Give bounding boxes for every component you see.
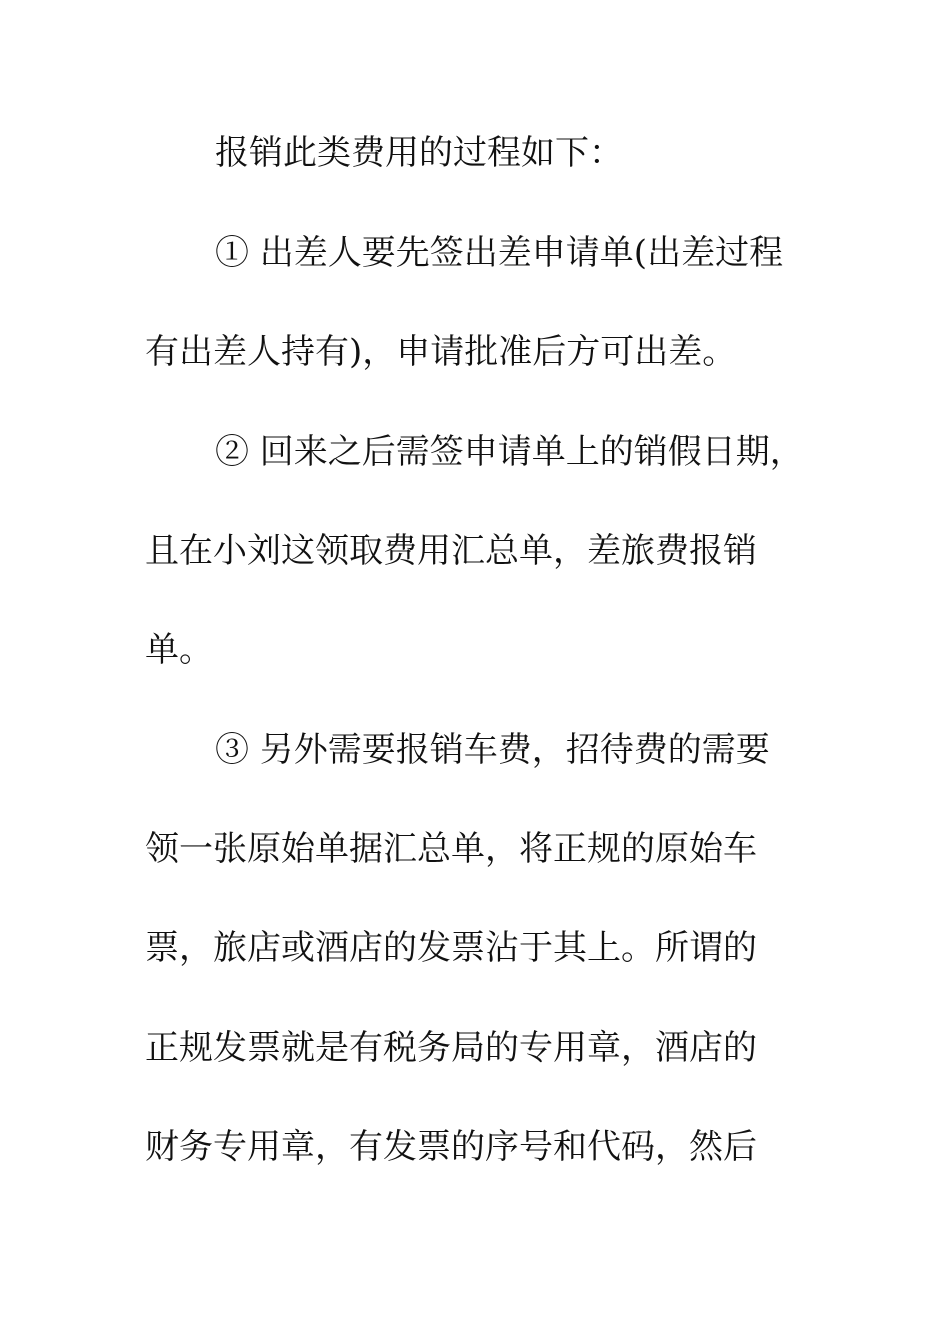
paragraph-step-1-line-2: 有出差人持有)，申请批准后方可出差。: [145, 332, 737, 372]
paragraph-intro: 报销此类费用的过程如下：: [215, 133, 623, 173]
paragraph-step-2-line-3: 单。: [145, 630, 213, 670]
paragraph-step-1-line-1: ① 出差人要先签出差申请单(出差过程: [215, 233, 784, 273]
paragraph-step-3-line-3: 票，旅店或酒店的发票沾于其上。所谓的: [145, 928, 757, 968]
paragraph-step-3-line-2: 领一张原始单据汇总单，将正规的原始车: [145, 829, 757, 869]
paragraph-step-2-line-2: 且在小刘这领取费用汇总单，差旅费报销: [145, 531, 757, 571]
paragraph-step-2-line-1: ② 回来之后需签申请单上的销假日期，: [215, 432, 804, 472]
paragraph-step-3-line-1: ③ 另外需要报销车费，招待费的需要: [215, 730, 770, 770]
paragraph-step-3-line-5: 财务专用章，有发票的序号和代码，然后: [145, 1127, 757, 1167]
paragraph-step-3-line-4: 正规发票就是有税务局的专用章，酒店的: [145, 1028, 757, 1068]
